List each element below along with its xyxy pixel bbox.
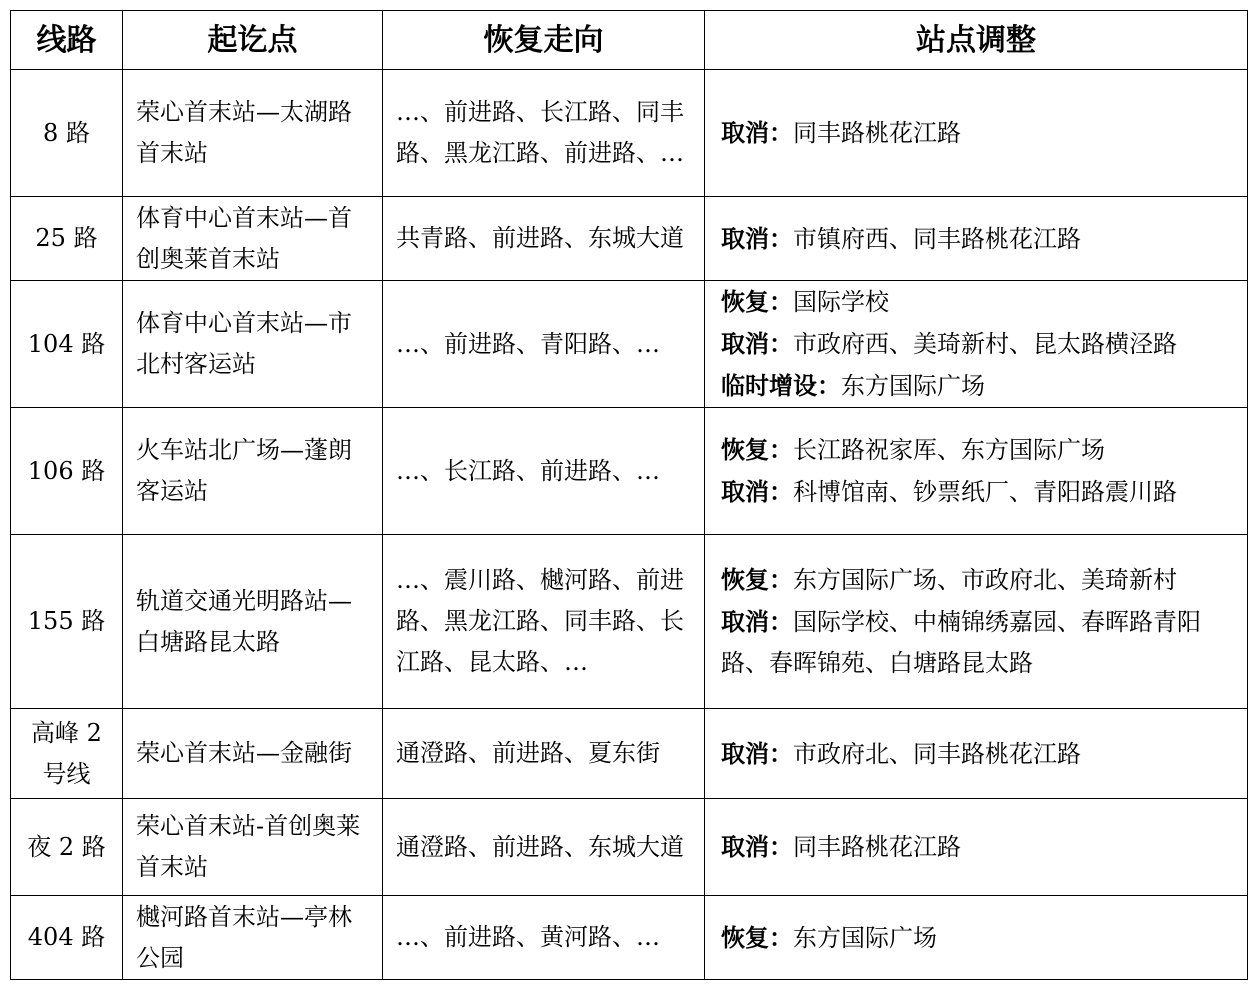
adjustment-line <box>721 917 1241 959</box>
adjustments-cell <box>705 799 1248 896</box>
adjustment-line <box>721 281 1241 323</box>
terminals-cell: 轨道交通光明路站—白塘路昆太路 <box>123 535 383 709</box>
header-adjustments: 站点调整 <box>705 11 1248 70</box>
adjustments-cell <box>705 281 1248 408</box>
adjustment-type: 取消： <box>721 329 793 358</box>
route-cell: 夜 2 路 <box>11 799 123 896</box>
header-route: 线路 <box>11 11 123 70</box>
terminals-cell: 体育中心首末站—市北村客运站 <box>123 281 383 408</box>
adjustment-type: 取消： <box>721 738 793 768</box>
adjustment-line <box>721 365 1241 407</box>
adjustment-line <box>721 112 1241 154</box>
route-cell: 106 路 <box>11 408 123 535</box>
adjustment-line <box>721 429 1241 471</box>
adjustment-type: 临时增设： <box>721 371 841 400</box>
route-cell: 高峰 2 号线 <box>11 709 123 799</box>
adjustment-type: 取消： <box>721 607 793 636</box>
terminals-cell: 樾河路首末站—亭林公园 <box>123 896 383 980</box>
table-header-row <box>11 11 1248 70</box>
adjustment-stops: 长江路祝家厍、东方国际广场 <box>793 436 1105 464</box>
direction-cell: 通澄路、前进路、夏东街 <box>383 709 705 799</box>
adjustment-type: 取消： <box>721 832 793 861</box>
direction-cell: …、长江路、前进路、… <box>383 408 705 535</box>
adjustment-stops: 市镇府西、同丰路桃花江路 <box>793 224 1081 253</box>
route-cell: 8 路 <box>11 70 123 197</box>
direction-cell: 共青路、前进路、东城大道 <box>383 197 705 281</box>
adjustments-cell <box>705 197 1248 281</box>
adjustments-cell <box>705 70 1248 197</box>
direction-cell: …、前进路、长江路、同丰路、黑龙江路、前进路、… <box>383 70 705 197</box>
table-row <box>11 70 1248 197</box>
direction-cell: …、震川路、樾河路、前进路、黑龙江路、同丰路、长江路、昆太路、… <box>383 535 705 709</box>
header-terminals: 起讫点 <box>123 11 383 70</box>
route-cell: 104 路 <box>11 281 123 408</box>
adjustment-stops: 市政府北、同丰路桃花江路 <box>793 739 1081 768</box>
adjustment-stops: 国际学校、中楠锦绣嘉园、春晖路青阳路、春晖锦苑、白塘路昆太路 <box>721 608 1201 677</box>
adjustment-stops: 同丰路桃花江路 <box>793 833 961 861</box>
route-cell: 155 路 <box>11 535 123 709</box>
table-row <box>11 709 1248 799</box>
adjustment-type: 取消： <box>721 118 793 147</box>
adjustment-stops: 东方国际广场 <box>793 923 937 952</box>
adjustment-type: 恢复： <box>721 435 793 464</box>
terminals-cell: 火车站北广场—蓬朗客运站 <box>123 408 383 535</box>
adjustments-cell <box>705 896 1248 980</box>
route-cell: 404 路 <box>11 896 123 980</box>
adjustment-type: 恢复： <box>721 287 793 316</box>
adjustments-cell <box>705 408 1248 535</box>
terminals-cell: 荣心首末站—金融街 <box>123 709 383 799</box>
terminals-cell: 荣心首末站-首创奥莱首末站 <box>123 799 383 896</box>
table-row <box>11 535 1248 709</box>
adjustments-cell <box>705 535 1248 709</box>
terminals-cell: 体育中心首末站—首创奥莱首末站 <box>123 197 383 281</box>
route-cell: 25 路 <box>11 197 123 281</box>
adjustment-stops: 东方国际广场 <box>841 372 985 400</box>
header-direction: 恢复走向 <box>383 11 705 70</box>
route-adjustment-table <box>10 10 1248 980</box>
adjustment-stops: 同丰路桃花江路 <box>793 119 961 147</box>
adjustment-line <box>721 733 1241 775</box>
adjustment-type: 恢复： <box>721 922 793 952</box>
table-row <box>11 281 1248 408</box>
adjustment-line <box>721 471 1241 513</box>
adjustment-line <box>721 218 1241 260</box>
table-row <box>11 799 1248 896</box>
table-row <box>11 408 1248 535</box>
adjustment-line <box>721 601 1241 684</box>
adjustment-type: 取消： <box>721 477 793 506</box>
table-row <box>11 896 1248 980</box>
adjustment-line <box>721 323 1241 365</box>
adjustment-stops: 市政府西、美琦新村、昆太路横泾路 <box>793 330 1177 358</box>
adjustment-type: 恢复： <box>721 565 793 594</box>
adjustment-line <box>721 826 1241 868</box>
direction-cell: 通澄路、前进路、东城大道 <box>383 799 705 896</box>
direction-cell: …、前进路、青阳路、… <box>383 281 705 408</box>
table-row <box>11 197 1248 281</box>
adjustment-line <box>721 559 1241 601</box>
adjustment-stops: 国际学校 <box>793 288 889 316</box>
adjustment-type: 取消： <box>721 223 793 253</box>
adjustment-stops: 科博馆南、钞票纸厂、青阳路震川路 <box>793 478 1177 506</box>
adjustment-stops: 东方国际广场、市政府北、美琦新村 <box>793 566 1177 594</box>
direction-cell: …、前进路、黄河路、… <box>383 896 705 980</box>
terminals-cell: 荣心首末站—太湖路首末站 <box>123 70 383 197</box>
adjustments-cell <box>705 709 1248 799</box>
